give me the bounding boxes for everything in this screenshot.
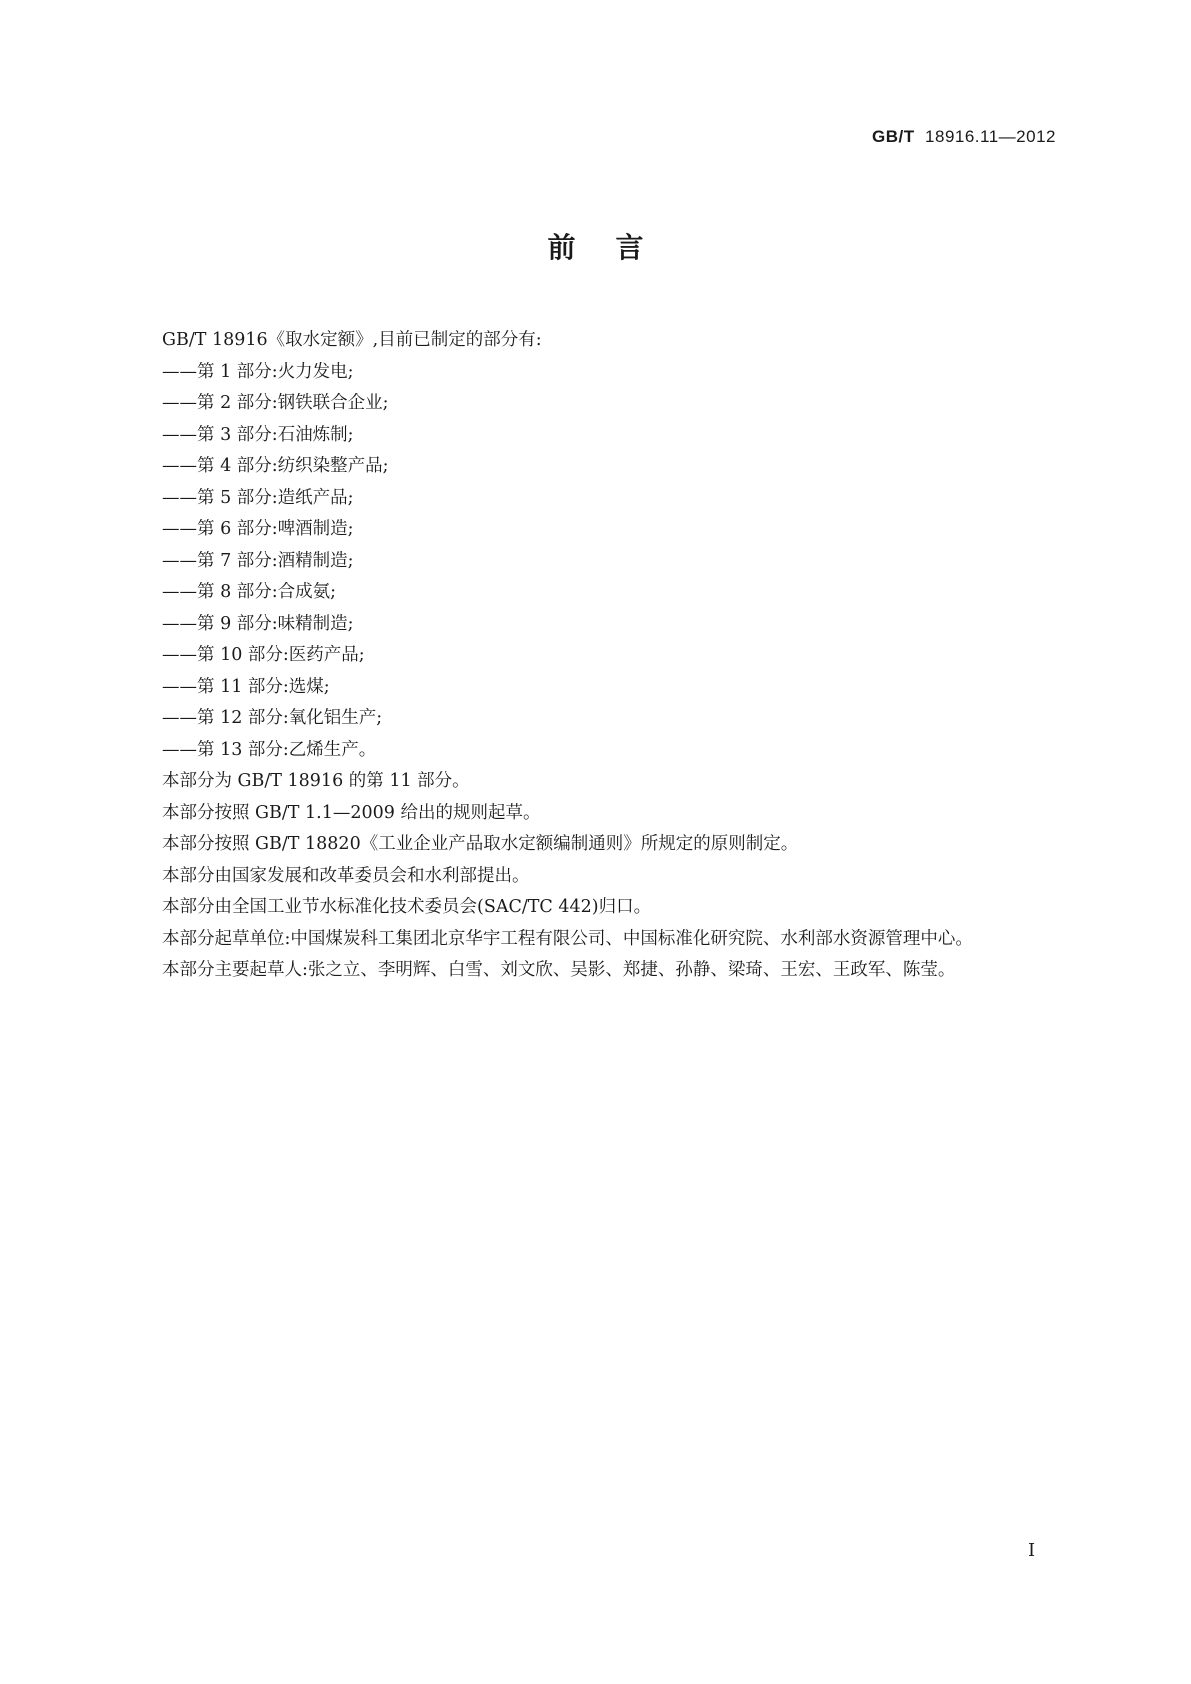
part-list-item: ——第 13 部分:乙烯生产。 [162,739,377,760]
standard-prefix: GB/T [871,127,915,146]
part-list-item: ——第 9 部分:味精制造; [162,613,354,634]
part-list-item: ——第 5 部分:造纸产品; [162,487,354,508]
drafting-units: 本部分起草单位:中国煤炭科工集团北京华宇工程有限公司、中国标准化研究院、水利部水资源管理中心。 [162,928,973,949]
part-list-item: ——第 2 部分:钢铁联合企业; [162,393,389,413]
page-number: I [1028,1540,1036,1561]
part-statement: 本部分为 GB/T 18916 的第 11 部分。 [162,771,470,791]
part-list-item: ——第 11 部分:选煤; [162,676,330,697]
foreword-body [120,325,1060,987]
proposer-statement: 本部分由国家发展和改革委员会和水利部提出。 [162,865,530,886]
drafting-principles: 本部分按照 GB/T 18820《工业企业产品取水定额编制通则》所规定的原则制定。 [162,834,799,854]
page-title: 前言 [547,231,684,264]
standard-code: 18916.11—2012 [925,127,1056,146]
part-list-item: ——第 12 部分:氧化铝生产; [162,708,383,728]
drafters: 本部分主要起草人:张之立、李明辉、白雪、刘文欣、吴影、郑捷、孙静、梁琦、王宏、王政军、陈莹。 [162,960,956,980]
part-list-item: ——第 8 部分:合成氨; [162,582,337,602]
part-list-item: ——第 3 部分:石油炼制; [162,424,354,445]
part-list-item: ——第 7 部分:酒精制造; [162,550,354,571]
intro-paragraph: GB/T 18916《取水定额》,目前已制定的部分有: [162,330,542,350]
part-list-item: ——第 4 部分:纺织染整产品; [162,456,389,476]
drafting-rules: 本部分按照 GB/T 1.1—2009 给出的规则起草。 [162,802,541,823]
part-list-item: ——第 6 部分:啤酒制造; [162,519,354,539]
committee-statement: 本部分由全国工业节水标准化技术委员会(SAC/TC 442)归口。 [162,897,652,917]
part-list-item: ——第 1 部分:火力发电; [162,361,354,382]
standard-number [872,127,1056,147]
part-list-item: ——第 10 部分:医药产品; [162,645,365,665]
